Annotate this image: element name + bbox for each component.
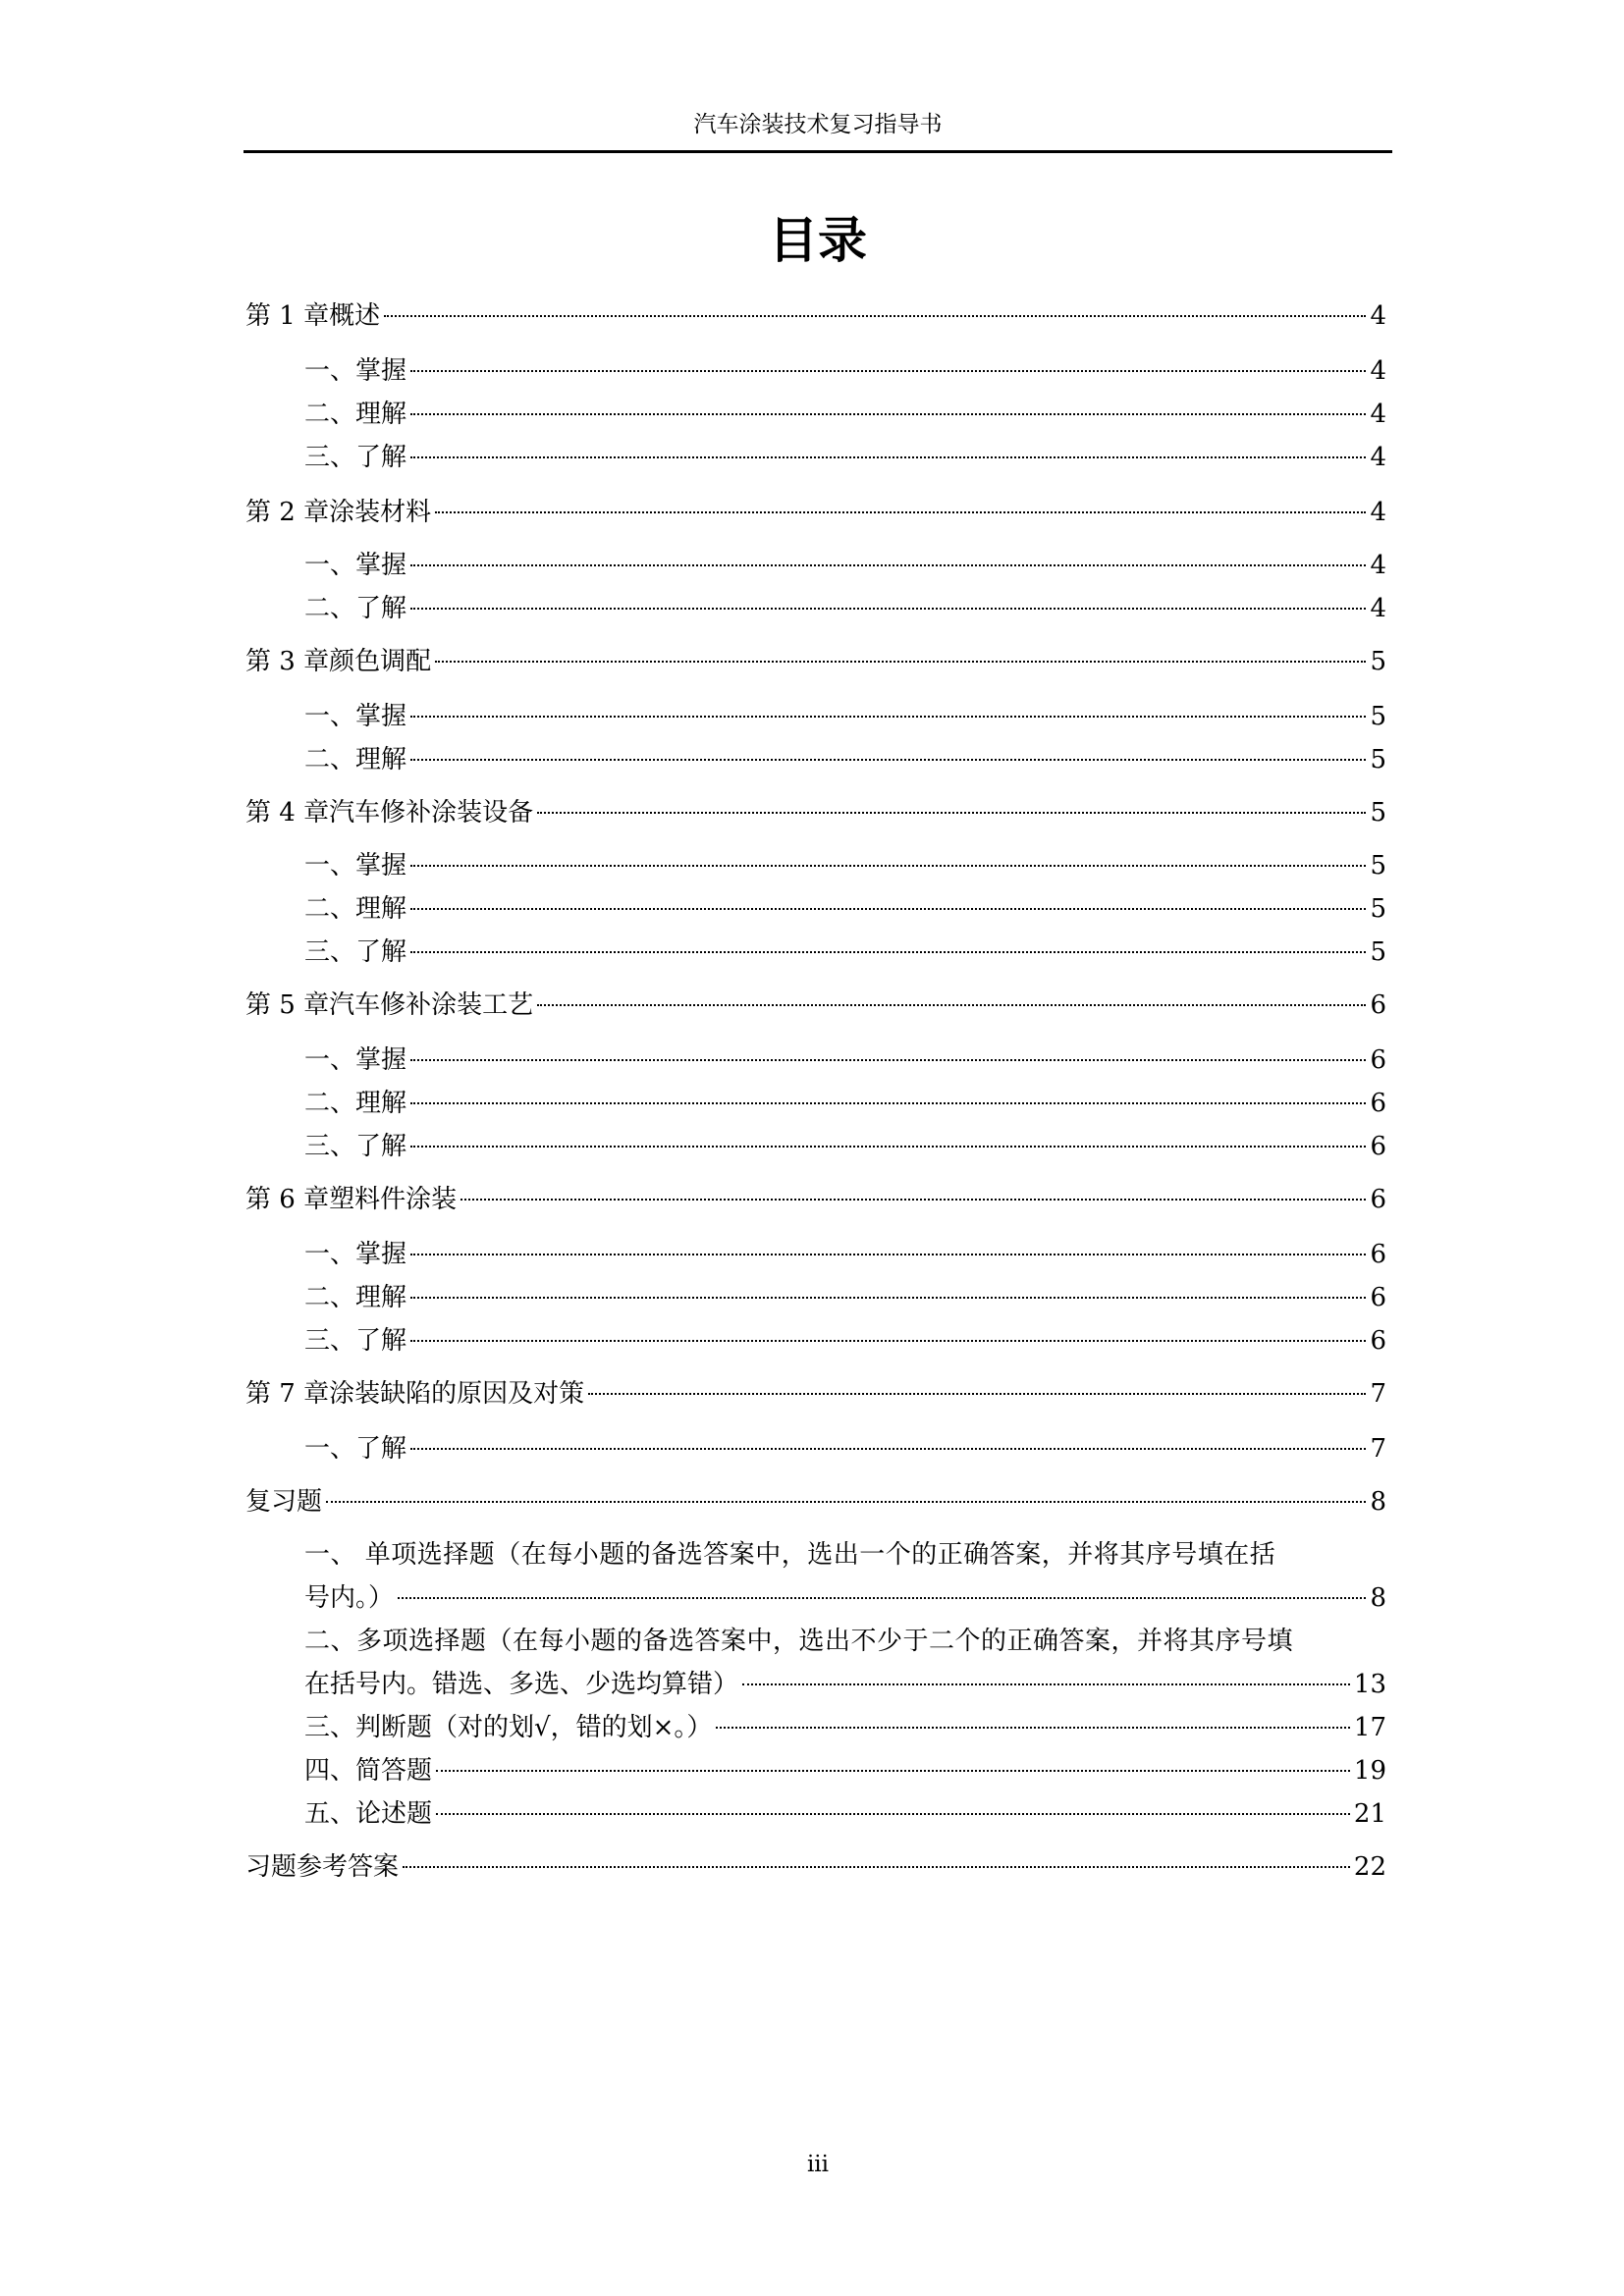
toc-entry-text: 第 5 章汽车修补涂装工艺 xyxy=(245,990,534,1020)
toc-page-number: 6 xyxy=(1370,990,1386,1020)
toc-section-single-choice[interactable] xyxy=(304,1533,1386,1620)
toc-page-number: 13 xyxy=(1353,1670,1386,1699)
toc-section[interactable] xyxy=(304,695,1386,738)
toc-page-number: 6 xyxy=(1370,1132,1386,1161)
toc-leader-dots xyxy=(742,1683,1350,1685)
toc-section[interactable] xyxy=(304,1427,1386,1470)
toc-leader-dots xyxy=(435,661,1366,663)
toc-page-number: 5 xyxy=(1370,647,1386,676)
toc-section[interactable] xyxy=(304,393,1386,436)
toc-leader-dots xyxy=(588,1393,1366,1395)
toc-page-number: 4 xyxy=(1370,594,1386,623)
toc-chapter-3[interactable] xyxy=(245,640,1386,683)
toc-leader-dots xyxy=(410,716,1366,718)
toc-leader-dots xyxy=(410,1297,1366,1299)
toc-page-number: 5 xyxy=(1370,937,1386,967)
toc-entry-text: 二、理解 xyxy=(304,400,407,429)
toc-leader-dots xyxy=(460,1199,1366,1201)
toc-section[interactable] xyxy=(304,738,1386,781)
toc-entry-text: 第 6 章塑料件涂装 xyxy=(245,1185,458,1214)
toc-page-number: 4 xyxy=(1370,301,1386,331)
toc-page-number: 6 xyxy=(1370,1185,1386,1214)
toc-entry-text: 一、掌握 xyxy=(304,1240,407,1269)
toc-entry-text: 三、了解 xyxy=(304,443,407,472)
toc-entry-text: 三、了解 xyxy=(304,1132,407,1161)
toc-page-number: 4 xyxy=(1370,443,1386,472)
toc-chapter-1[interactable] xyxy=(245,294,1386,338)
toc-entry-text: 第 2 章涂装材料 xyxy=(245,498,432,527)
toc-entry-text: 三、判断题（对的划√，错的划×。） xyxy=(304,1713,713,1742)
toc-page-number: 5 xyxy=(1370,798,1386,828)
toc-leader-dots xyxy=(436,1813,1350,1815)
toc-title: 目录 xyxy=(769,212,867,269)
toc-chapter-5[interactable] xyxy=(245,984,1386,1027)
toc-page-number: 6 xyxy=(1370,1240,1386,1269)
toc-chapter-6[interactable] xyxy=(245,1178,1386,1221)
toc-section[interactable] xyxy=(304,1125,1386,1168)
toc-section[interactable] xyxy=(304,1233,1386,1276)
toc-entry-line2 xyxy=(304,1663,1386,1706)
toc-section[interactable] xyxy=(304,1082,1386,1125)
toc-leader-dots xyxy=(410,370,1366,372)
toc-page-number: 5 xyxy=(1370,851,1386,881)
toc-page-number: 6 xyxy=(1370,1326,1386,1356)
toc-section[interactable] xyxy=(304,544,1386,587)
toc-entry-text: 一、掌握 xyxy=(304,851,407,881)
toc-entry-text-line1: 二、多项选择题（在每小题的备选答案中，选出不少于二个的正确答案，并将其序号填 xyxy=(304,1627,1294,1656)
toc-leader-dots xyxy=(410,1254,1366,1255)
toc-entry-text: 一、了解 xyxy=(304,1434,407,1464)
toc-entry-text: 一、掌握 xyxy=(304,702,407,731)
toc-page-number: 5 xyxy=(1370,894,1386,924)
toc-leader-dots xyxy=(410,456,1366,458)
toc-entry-text: 二、理解 xyxy=(304,1283,407,1312)
toc-page-number: 4 xyxy=(1370,356,1386,386)
running-header: 汽车涂装技术复习指导书 xyxy=(693,112,943,137)
toc-leader-dots xyxy=(410,1146,1366,1148)
toc-leader-dots xyxy=(436,1770,1350,1772)
toc-leader-dots xyxy=(403,1866,1350,1868)
toc-entry-text: 习题参考答案 xyxy=(245,1852,400,1882)
toc-page-number: 6 xyxy=(1370,1045,1386,1075)
toc-entry-text: 一、掌握 xyxy=(304,356,407,386)
toc-section[interactable] xyxy=(304,887,1386,931)
toc-entry-text: 二、理解 xyxy=(304,745,407,774)
toc-entry-text: 五、论述题 xyxy=(304,1799,433,1829)
toc-leader-dots xyxy=(410,759,1366,761)
toc-leader-dots xyxy=(410,951,1366,953)
toc-section-essay[interactable] xyxy=(304,1792,1386,1836)
toc-leader-dots xyxy=(537,1004,1366,1006)
page-number: iii xyxy=(806,2152,830,2177)
toc-section[interactable] xyxy=(304,349,1386,393)
toc-entry-text: 二、理解 xyxy=(304,894,407,924)
toc-leader-dots xyxy=(410,564,1366,566)
toc-entry-text: 四、简答题 xyxy=(304,1756,433,1786)
toc-entry-text: 第 3 章颜色调配 xyxy=(245,647,432,676)
toc-leader-dots xyxy=(326,1501,1366,1503)
toc-section[interactable] xyxy=(304,1319,1386,1362)
toc-answer-key[interactable] xyxy=(245,1845,1386,1889)
toc-section[interactable] xyxy=(304,844,1386,887)
toc-page-number: 4 xyxy=(1370,400,1386,429)
toc-chapter-2[interactable] xyxy=(245,491,1386,534)
toc-entry-text-line1: 一、 单项选择题（在每小题的备选答案中，选出一个的正确答案，并将其序号填在括 xyxy=(304,1540,1276,1570)
toc-page-number: 6 xyxy=(1370,1283,1386,1312)
toc-leader-dots xyxy=(384,315,1366,317)
toc-leader-dots xyxy=(410,1059,1366,1061)
toc-chapter-4[interactable] xyxy=(245,791,1386,834)
toc-page-number: 5 xyxy=(1370,745,1386,774)
toc-leader-dots xyxy=(537,812,1366,814)
toc-section[interactable] xyxy=(304,1039,1386,1082)
toc-entry-text-line2: 在括号内。错选、多选、少选均算错） xyxy=(304,1670,739,1699)
toc-leader-dots xyxy=(410,865,1366,867)
toc-page-number: 22 xyxy=(1353,1852,1386,1882)
toc-leader-dots xyxy=(410,1340,1366,1342)
toc-leader-dots xyxy=(410,1448,1366,1450)
toc-chapter-7[interactable] xyxy=(245,1372,1386,1415)
toc-section-true-false[interactable] xyxy=(304,1706,1386,1749)
toc-section[interactable] xyxy=(304,1276,1386,1319)
toc-page-number: 19 xyxy=(1353,1756,1386,1786)
toc-leader-dots xyxy=(410,1102,1366,1104)
toc-page-number: 4 xyxy=(1370,498,1386,527)
toc-page-number: 6 xyxy=(1370,1089,1386,1118)
toc-entry-text: 一、掌握 xyxy=(304,551,407,580)
toc-entry-text: 一、掌握 xyxy=(304,1045,407,1075)
toc-leader-dots xyxy=(410,908,1366,910)
toc-leader-dots xyxy=(410,413,1366,415)
toc-entry-text: 三、了解 xyxy=(304,937,407,967)
toc-entry-text: 二、理解 xyxy=(304,1089,407,1118)
toc-entry-text: 二、了解 xyxy=(304,594,407,623)
toc-section[interactable] xyxy=(304,931,1386,974)
toc-entry-text: 三、了解 xyxy=(304,1326,407,1356)
toc-entry-line2 xyxy=(304,1576,1386,1620)
toc-entry-text: 第 7 章涂装缺陷的原因及对策 xyxy=(245,1379,585,1409)
toc-page-number: 21 xyxy=(1353,1799,1386,1829)
toc-review-questions[interactable] xyxy=(245,1480,1386,1523)
toc-section-multiple-choice[interactable] xyxy=(304,1620,1386,1706)
toc-leader-dots xyxy=(410,608,1366,610)
toc-section[interactable] xyxy=(304,587,1386,630)
toc-leader-dots xyxy=(435,511,1366,513)
toc-page-number: 8 xyxy=(1370,1583,1386,1613)
toc-entry-text: 第 1 章概述 xyxy=(245,301,381,331)
toc-section-short-answer[interactable] xyxy=(304,1749,1386,1792)
toc-page-number: 7 xyxy=(1370,1379,1386,1409)
toc-entry-text: 第 4 章汽车修补涂装设备 xyxy=(245,798,534,828)
toc-leader-dots xyxy=(398,1597,1366,1599)
toc-page-number: 17 xyxy=(1353,1713,1386,1742)
toc-entry-text: 复习题 xyxy=(245,1487,323,1517)
toc-leader-dots xyxy=(716,1727,1350,1729)
toc-page-number: 4 xyxy=(1370,551,1386,580)
toc-page-number: 8 xyxy=(1370,1487,1386,1517)
toc-page-number: 5 xyxy=(1370,702,1386,731)
header-rule xyxy=(244,150,1392,153)
toc-entry-text-line2: 号内。） xyxy=(304,1583,395,1613)
toc-page-number: 7 xyxy=(1370,1434,1386,1464)
toc-section[interactable] xyxy=(304,436,1386,479)
